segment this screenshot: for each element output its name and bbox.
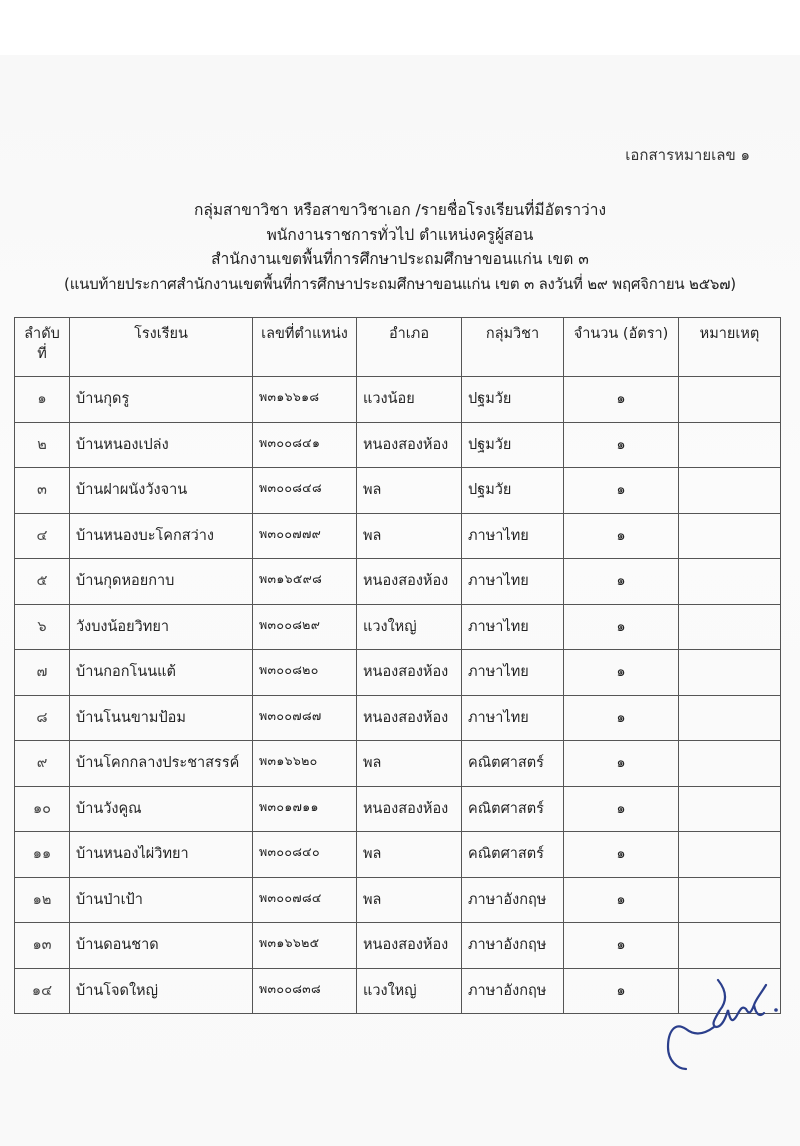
cell-subject: ภาษาไทย — [462, 650, 564, 696]
cell-school: บ้านหนองเปล่ง — [70, 422, 253, 468]
table-row — [15, 377, 781, 423]
cell-count: ๑ — [564, 968, 679, 1014]
cell-no: ๔ — [15, 513, 70, 559]
cell-count: ๑ — [564, 377, 679, 423]
cell-subject: ภาษาอังกฤษ — [462, 968, 564, 1014]
cell-remark — [679, 513, 781, 559]
cell-count: ๑ — [564, 468, 679, 514]
header-school: โรงเรียน — [70, 318, 253, 377]
cell-position-no: พ๓๐๐๗๘๗ — [253, 695, 357, 741]
cell-school: บ้านกอกโนนแต้ — [70, 650, 253, 696]
table-row — [15, 559, 781, 605]
document-title — [0, 198, 800, 296]
header-district: อำเภอ — [357, 318, 462, 377]
cell-district: พล — [357, 513, 462, 559]
title-line-2: พนักงานราชการทั่วไป ตำแหน่งครูผู้สอน — [266, 225, 534, 244]
cell-remark — [679, 559, 781, 605]
cell-no: ๖ — [15, 604, 70, 650]
cell-school: บ้านโนนขามป้อม — [70, 695, 253, 741]
table-row — [15, 422, 781, 468]
header-position-no: เลขที่ตำแหน่ง — [253, 318, 357, 377]
cell-count: ๑ — [564, 741, 679, 787]
cell-school: บ้านโคกกลางประชาสรรค์ — [70, 741, 253, 787]
cell-subject: ปฐมวัย — [462, 468, 564, 514]
cell-remark — [679, 468, 781, 514]
cell-no: ๒ — [15, 422, 70, 468]
cell-position-no: พ๓๐๐๘๓๘ — [253, 968, 357, 1014]
table-row — [15, 604, 781, 650]
cell-no: ๕ — [15, 559, 70, 605]
cell-subject: ภาษาอังกฤษ — [462, 877, 564, 923]
cell-position-no: พ๓๐๐๘๒๙ — [253, 604, 357, 650]
document-number: เอกสารหมายเลข ๑ — [625, 146, 750, 164]
cell-district: พล — [357, 877, 462, 923]
cell-count: ๑ — [564, 832, 679, 878]
cell-district: แวงน้อย — [357, 377, 462, 423]
table-row — [15, 468, 781, 514]
cell-remark — [679, 786, 781, 832]
table-row — [15, 695, 781, 741]
cell-no: ๘ — [15, 695, 70, 741]
cell-count: ๑ — [564, 923, 679, 969]
cell-position-no: พ๓๐๐๘๒๐ — [253, 650, 357, 696]
table-row — [15, 741, 781, 787]
cell-count: ๑ — [564, 786, 679, 832]
header-count: จำนวน (อัตรา) — [564, 318, 679, 377]
cell-position-no: พ๓๐๑๗๑๑ — [253, 786, 357, 832]
cell-subject: ปฐมวัย — [462, 377, 564, 423]
cell-position-no: พ๓๑๖๖๑๘ — [253, 377, 357, 423]
cell-position-no: พ๓๐๐๗๘๔ — [253, 877, 357, 923]
table-header-row — [15, 318, 781, 377]
cell-remark — [679, 877, 781, 923]
cell-subject: ปฐมวัย — [462, 422, 564, 468]
cell-no: ๗ — [15, 650, 70, 696]
cell-district: แวงใหญ่ — [357, 604, 462, 650]
vacancy-table — [14, 317, 781, 1014]
cell-remark — [679, 422, 781, 468]
cell-subject: ภาษาอังกฤษ — [462, 923, 564, 969]
cell-district: หนองสองห้อง — [357, 559, 462, 605]
header-subject: กลุ่มวิชา — [462, 318, 564, 377]
cell-remark — [679, 695, 781, 741]
table-row — [15, 832, 781, 878]
cell-district: หนองสองห้อง — [357, 786, 462, 832]
cell-remark — [679, 377, 781, 423]
cell-district: หนองสองห้อง — [357, 650, 462, 696]
cell-remark — [679, 650, 781, 696]
cell-school: บ้านโจดใหญ่ — [70, 968, 253, 1014]
cell-school: บ้านป่าเป้า — [70, 877, 253, 923]
cell-count: ๑ — [564, 695, 679, 741]
cell-no: ๑๓ — [15, 923, 70, 969]
cell-position-no: พ๓๐๐๘๔๐ — [253, 832, 357, 878]
cell-remark — [679, 741, 781, 787]
cell-school: บ้านหนองไผ่วิทยา — [70, 832, 253, 878]
cell-subject: ภาษาไทย — [462, 604, 564, 650]
cell-school: บ้านวังคูณ — [70, 786, 253, 832]
table-row — [15, 923, 781, 969]
cell-no: ๑ — [15, 377, 70, 423]
cell-district: พล — [357, 832, 462, 878]
cell-subject: คณิตศาสตร์ — [462, 741, 564, 787]
cell-no: ๙ — [15, 741, 70, 787]
cell-school: บ้านกุดหอยกาบ — [70, 559, 253, 605]
cell-no: ๑๔ — [15, 968, 70, 1014]
cell-no: ๑๑ — [15, 832, 70, 878]
cell-district: หนองสองห้อง — [357, 923, 462, 969]
cell-position-no: พ๓๐๐๗๗๙ — [253, 513, 357, 559]
table-row — [15, 786, 781, 832]
cell-position-no: พ๓๑๖๖๒๐ — [253, 741, 357, 787]
cell-school: บ้านฝาผนังวังจาน — [70, 468, 253, 514]
cell-school: บ้านหนองบะโคกสว่าง — [70, 513, 253, 559]
cell-district: หนองสองห้อง — [357, 422, 462, 468]
cell-subject: ภาษาไทย — [462, 695, 564, 741]
cell-subject: ภาษาไทย — [462, 559, 564, 605]
cell-count: ๑ — [564, 422, 679, 468]
cell-district: พล — [357, 468, 462, 514]
cell-position-no: พ๓๑๖๕๙๘ — [253, 559, 357, 605]
table-row — [15, 650, 781, 696]
cell-subject: ภาษาไทย — [462, 513, 564, 559]
cell-position-no: พ๓๐๐๘๔๑ — [253, 422, 357, 468]
cell-school: วังบงน้อยวิทยา — [70, 604, 253, 650]
cell-district: แวงใหญ่ — [357, 968, 462, 1014]
header-no: ลำดับ ที่ — [15, 318, 70, 377]
cell-count: ๑ — [564, 513, 679, 559]
cell-remark — [679, 604, 781, 650]
signature-icon — [656, 965, 786, 1075]
cell-subject: คณิตศาสตร์ — [462, 786, 564, 832]
cell-position-no: พ๓๑๖๖๒๕ — [253, 923, 357, 969]
cell-district: พล — [357, 741, 462, 787]
header-remark: หมายเหตุ — [679, 318, 781, 377]
cell-remark — [679, 832, 781, 878]
cell-school: บ้านกุดรู — [70, 377, 253, 423]
cell-district: หนองสองห้อง — [357, 695, 462, 741]
table-row — [15, 513, 781, 559]
title-line-1: กลุ่มสาขาวิชา หรือสาขาวิชาเอก /รายชื่อโรงเรียนที่มีอัตราว่าง — [193, 201, 607, 219]
title-line-3: สำนักงานเขตพื้นที่การศึกษาประถมศึกษาขอนแก่น เขต ๓ — [211, 250, 589, 268]
title-line-4: (แนบท้ายประกาศสำนักงานเขตพื้นที่การศึกษาประถมศึกษาขอนแก่น เขต ๓ ลงวันที่ ๒๙ พฤศจิกายน ๒๕๖๗) — [64, 274, 736, 293]
cell-count: ๑ — [564, 559, 679, 605]
cell-remark — [679, 923, 781, 969]
cell-count: ๑ — [564, 650, 679, 696]
cell-subject: คณิตศาสตร์ — [462, 832, 564, 878]
cell-no: ๑๐ — [15, 786, 70, 832]
table-row — [15, 877, 781, 923]
cell-count: ๑ — [564, 604, 679, 650]
cell-no: ๑๒ — [15, 877, 70, 923]
cell-school: บ้านดอนชาด — [70, 923, 253, 969]
cell-no: ๓ — [15, 468, 70, 514]
cell-position-no: พ๓๐๐๘๔๘ — [253, 468, 357, 514]
cell-count: ๑ — [564, 877, 679, 923]
